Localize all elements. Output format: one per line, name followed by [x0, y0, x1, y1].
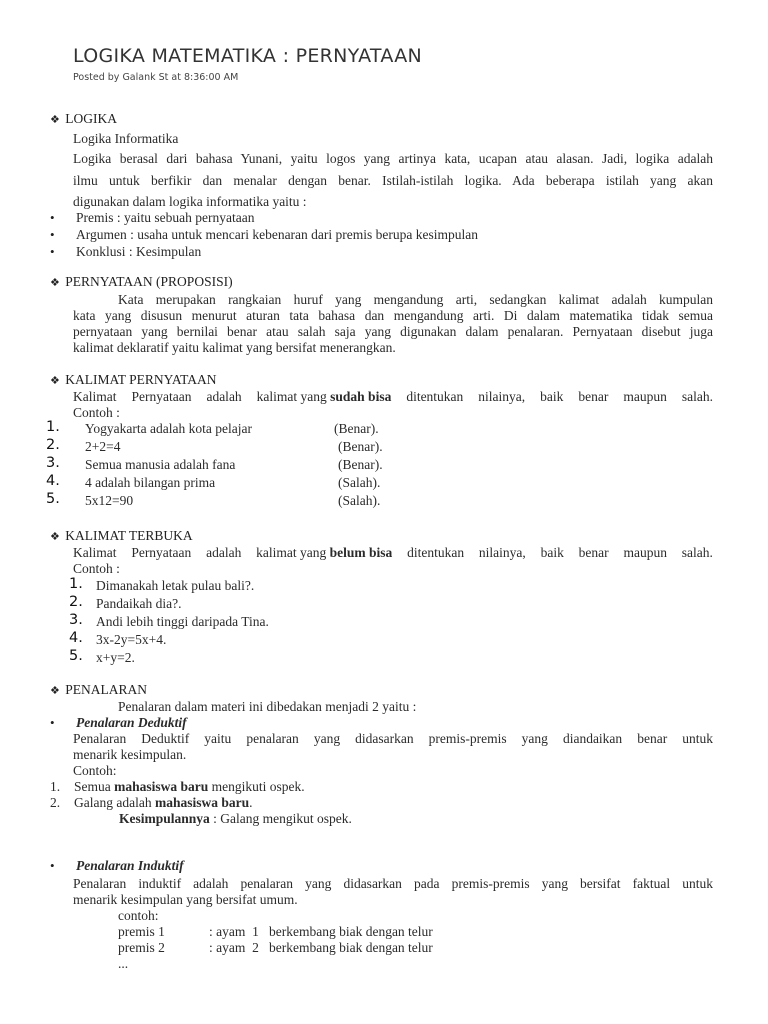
- heading-text: KALIMAT PERNYATAAN: [65, 372, 217, 387]
- bullet-icon: •: [50, 227, 55, 242]
- list-item: Konklusi : Kesimpulan: [76, 244, 202, 259]
- intro-word: nilainya,: [478, 545, 526, 560]
- intro-word: ditentukan: [407, 545, 465, 560]
- induktif-line: menarik kesimpulan yang bersifat umum.: [73, 892, 298, 907]
- list-item-text: 3x-2y=5x+4.: [96, 632, 167, 647]
- posted-by: Posted by Galank St at 8:36:00 AM: [73, 72, 239, 83]
- section-kalimat-terbuka-heading: [50, 528, 193, 544]
- premis-label: premis 2: [118, 940, 165, 955]
- list-item-text: Pandaikah dia?.: [96, 596, 182, 611]
- pernyataan-line: pernyataan yang bernilai benar atau salah saja yang digunakan dalam penalaran. Pernyataan disebut juga: [73, 324, 713, 339]
- kt-contoh: Contoh :: [73, 561, 120, 576]
- list-number: 4.: [46, 473, 60, 489]
- bullet-icon: •: [50, 244, 55, 259]
- list-item-value: (Benar).: [338, 439, 383, 454]
- list-item-value: (Benar).: [338, 457, 383, 472]
- list-number: 2.: [69, 594, 83, 610]
- logika-paragraph-line: digunakan dalam logika informatika yaitu :: [73, 194, 307, 209]
- list-item-text: Andi lebih tinggi daripada Tina.: [96, 614, 269, 629]
- diamond-icon: ❖: [50, 114, 60, 126]
- intro-word: Kalimat: [73, 545, 117, 560]
- pernyataan-line: kata yang disusun menurut aturan tata bahasa dan mengandung arti. Di dalam matematika tidak semua: [73, 308, 713, 323]
- list-number: 1.: [46, 419, 60, 435]
- list-number: 3.: [69, 612, 83, 628]
- diamond-icon: ❖: [50, 531, 60, 543]
- item-text: Semua: [74, 779, 111, 794]
- deduktif-item-number: 2.: [50, 795, 61, 810]
- heading-text: KALIMAT TERBUKA: [65, 528, 193, 543]
- item-bold: mahasiswa baru: [154, 795, 250, 810]
- bullet-icon: •: [50, 715, 55, 730]
- kesimpulan-label: Kesimpulannya: [119, 811, 210, 826]
- logika-paragraph-line: ilmu untuk berfikir dan menalar dengan benar. Istilah-istilah logika. Ada beberapa istilah yang akan: [73, 173, 713, 188]
- intro-word: Pernyataan: [131, 389, 192, 404]
- kt-intro: [73, 545, 713, 561]
- list-item-value: (Salah).: [338, 475, 381, 490]
- intro-word: maupun: [623, 389, 667, 404]
- heading-text: PENALARAN: [65, 682, 148, 697]
- list-number: 3.: [46, 455, 60, 471]
- list-item: Premis : yaitu sebuah pernyataan: [76, 210, 255, 225]
- item-bold: mahasiswa baru: [114, 779, 209, 794]
- intro-word: Kalimat: [73, 389, 117, 404]
- premis-value: : ayam 1 berkembang biak dengan telur: [209, 924, 433, 939]
- list-number: 5.: [46, 491, 60, 507]
- section-pernyataan-heading: [50, 274, 233, 290]
- item-text: mengikuti ospek.: [211, 779, 305, 794]
- list-number: 1.: [69, 576, 83, 592]
- section-logika-heading: [50, 111, 117, 127]
- premis-label: premis 1: [118, 924, 165, 939]
- list-item-text: x+y=2.: [96, 650, 135, 665]
- section-penalaran-heading: [50, 682, 147, 698]
- deduktif-line: menarik kesimpulan.: [73, 747, 187, 762]
- pernyataan-line: kalimat deklaratif yaitu kalimat yang bersifat menerangkan.: [73, 340, 396, 355]
- intro-bold: sudah bisa: [330, 389, 392, 404]
- list-item-text: 2+2=4: [85, 439, 121, 454]
- induktif-line: Penalaran induktif adalah penalaran yang didasarkan pada premis-premis yang bersifat faktual untuk: [73, 876, 713, 891]
- heading-text: LOGIKA: [65, 111, 117, 126]
- deduktif-contoh: Contoh:: [73, 763, 117, 778]
- intro-word: maupun: [623, 545, 667, 560]
- logika-subtitle: Logika Informatika: [73, 131, 179, 146]
- premis-value: : ayam 2 berkembang biak dengan telur: [209, 940, 433, 955]
- pernyataan-line: Kata merupakan rangkaian huruf yang mengandung arti, sedangkan kalimat adalah kumpulan: [118, 292, 713, 307]
- intro-word: baik: [540, 545, 564, 560]
- intro-part: kalimat yang belum bisa: [256, 545, 393, 560]
- intro-part: kalimat yang sudah bisa: [256, 389, 392, 404]
- list-item-text: 5x12=90: [85, 493, 134, 508]
- deduktif-title-text: Penalaran Deduktif: [76, 715, 187, 730]
- bullet-icon: •: [50, 858, 55, 873]
- list-item-text: Dimanakah letak pulau bali?.: [96, 578, 255, 593]
- intro-word: adalah: [206, 545, 242, 560]
- intro-word: benar: [578, 389, 609, 404]
- section-kalimat-pernyataan-heading: [50, 372, 217, 388]
- penalaran-intro: Penalaran dalam materi ini dibedakan menjadi 2 yaitu :: [118, 699, 417, 714]
- list-item-text: Yogyakarta adalah kota pelajar: [85, 421, 252, 436]
- deduktif-title: [76, 715, 187, 731]
- deduktif-line: Penalaran Deduktif yaitu penalaran yang didasarkan premis-premis yang diandaikan benar untuk: [73, 731, 713, 746]
- diamond-icon: ❖: [50, 375, 60, 387]
- list-number: 5.: [69, 648, 83, 664]
- intro-word: ditentukan: [406, 389, 464, 404]
- list-item-text: Semua manusia adalah fana: [85, 457, 236, 472]
- item-text: Galang adalah: [74, 795, 152, 810]
- diamond-icon: ❖: [50, 685, 60, 697]
- intro-word: adalah: [206, 389, 242, 404]
- induktif-title: [76, 858, 184, 874]
- ellipsis: ...: [118, 956, 129, 971]
- list-number: 4.: [69, 630, 83, 646]
- kesimpulan: [119, 811, 352, 827]
- bullet-icon: •: [50, 210, 55, 225]
- list-item-text: 4 adalah bilangan prima: [85, 475, 216, 490]
- diamond-icon: ❖: [50, 277, 60, 289]
- kp-contoh: Contoh :: [73, 405, 120, 420]
- intro-word: Pernyataan: [131, 545, 192, 560]
- list-item-value: (Salah).: [338, 493, 381, 508]
- list-item: Argumen : usaha untuk mencari kebenaran dari premis berupa kesimpulan: [76, 227, 478, 242]
- item-text: .: [249, 795, 253, 810]
- kesimpulan-text: : Galang mengikut ospek.: [213, 811, 352, 826]
- logika-paragraph-line: Logika berasal dari bahasa Yunani, yaitu logos yang artinya kata, ucapan atau alasan. Jadi, logika adalah: [73, 151, 713, 166]
- intro-word: nilainya,: [478, 389, 526, 404]
- list-item-value: (Benar).: [334, 421, 379, 436]
- kp-intro: [73, 389, 713, 405]
- induktif-contoh: contoh:: [118, 908, 159, 923]
- deduktif-item: [74, 795, 253, 811]
- intro-word: benar: [578, 545, 609, 560]
- deduktif-item: [74, 779, 305, 795]
- induktif-title-text: Penalaran Induktif: [76, 858, 184, 873]
- intro-word: salah.: [681, 545, 713, 560]
- heading-text: PERNYATAAN (PROPOSISI): [65, 274, 233, 289]
- list-number: 2.: [46, 437, 60, 453]
- deduktif-item-number: 1.: [50, 779, 61, 794]
- page-title: LOGIKA MATEMATIKA : PERNYATAAN: [73, 45, 423, 67]
- intro-bold: belum bisa: [329, 545, 393, 560]
- intro-word: baik: [540, 389, 564, 404]
- intro-word: salah.: [681, 389, 713, 404]
